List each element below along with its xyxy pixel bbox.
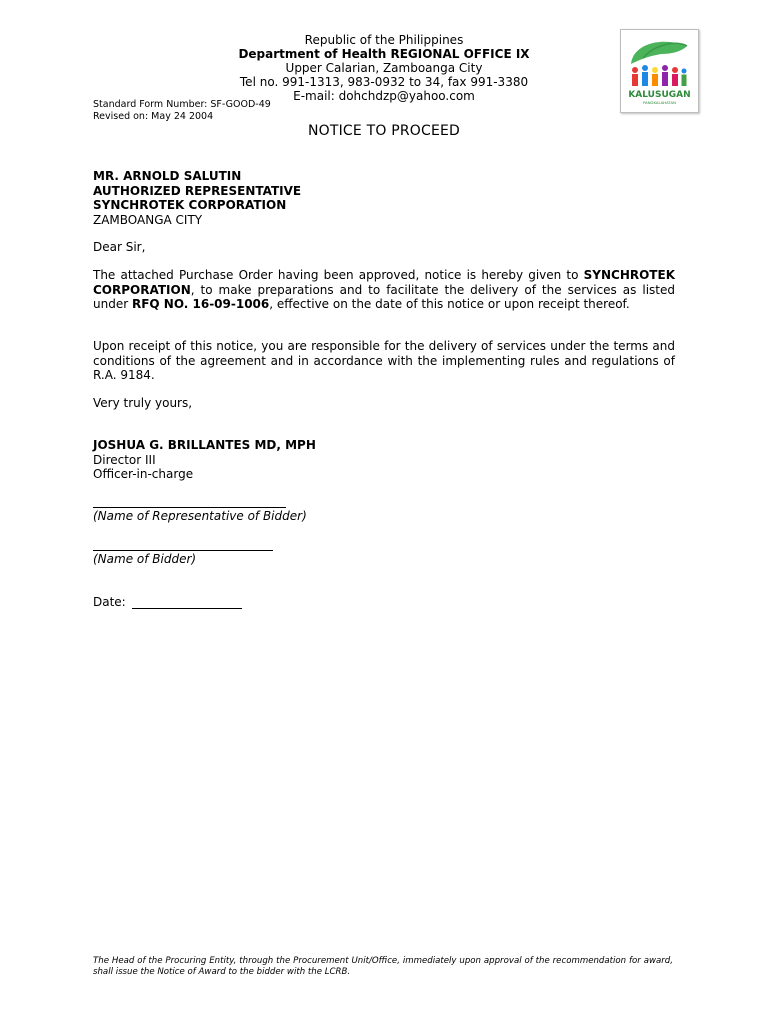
letterhead-department: Department of Health REGIONAL OFFICE IX — [238, 47, 530, 61]
addressee-position: AUTHORIZED REPRESENTATIVE — [93, 183, 302, 198]
form-revised: Revised on: May 24 2004 — [93, 111, 214, 122]
signatory-block — [93, 438, 316, 482]
paragraph-approval-rfq: RFQ NO. 16-09-1006 — [131, 297, 270, 311]
signatory-role: Officer-in-charge — [93, 467, 194, 481]
salutation: Dear Sir, — [93, 240, 146, 254]
addressee-city: ZAMBOANGA CITY — [93, 212, 203, 227]
paragraph-responsibility: Upon receipt of this notice, you are responsible for the delivery of services under the terms and conditions of the agreement and in accordance with the implementing rules and regulations of R.A. 9184. — [93, 339, 675, 382]
paragraph-approval-part1: The attached Purchase Order having been approved, notice is hereby given to — [93, 268, 584, 282]
letterhead-address: Upper Calarian, Zamboanga City — [285, 61, 483, 75]
paragraph-approval-part2: , to make preparations and to facilitate the delivery of the services as listed under — [93, 282, 675, 311]
date-label: Date: — [93, 595, 126, 609]
addressee-block — [93, 169, 301, 227]
paragraph-approval-part3: , effective on the date of this notice or upon receipt thereof. — [269, 297, 630, 311]
paragraph-approval — [93, 268, 675, 312]
signatory-name: JOSHUA G. BRILLANTES MD, MPH — [93, 438, 316, 452]
signatory-title: Director III — [93, 452, 156, 467]
date-line[interactable] — [132, 608, 242, 609]
page-title: NOTICE TO PROCEED — [307, 123, 461, 139]
closing: Very truly yours, — [93, 396, 193, 410]
form-number: Standard Form Number: SF-GOOD-49 — [93, 99, 271, 110]
bidder-caption: (Name of Bidder) — [93, 552, 197, 566]
addressee-name: MR. ARNOLD SALUTIN — [93, 169, 242, 183]
logo-subtext: PANGKALAHATAN — [643, 100, 676, 105]
logo-text: KALUSUGAN — [628, 90, 691, 100]
addressee-company: SYNCHROTEK CORPORATION — [93, 198, 287, 212]
kalusugan-logo — [620, 29, 699, 113]
form-info — [93, 99, 271, 123]
representative-signature-line[interactable] — [93, 507, 286, 508]
letterhead — [200, 33, 568, 103]
letterhead-republic: Republic of the Philippines — [304, 33, 464, 47]
footnote: The Head of the Procuring Entity, through the Procurement Unit/Office, immediately upon approval of the recommendation for award, shall issue the Notice of Award to the bidder with the LCRB. — [93, 956, 673, 977]
letterhead-email: E-mail: dohchdzp@yahoo.com — [293, 89, 475, 103]
bidder-signature-line[interactable] — [93, 550, 273, 551]
letterhead-phone: Tel no. 991-1313, 983-0932 to 34, fax 991-3380 — [239, 75, 529, 89]
paragraph-approval-company: SYNCHROTEK CORPORATION — [93, 268, 675, 297]
representative-caption: (Name of Representative of Bidder) — [93, 509, 307, 523]
date-field — [93, 595, 126, 609]
